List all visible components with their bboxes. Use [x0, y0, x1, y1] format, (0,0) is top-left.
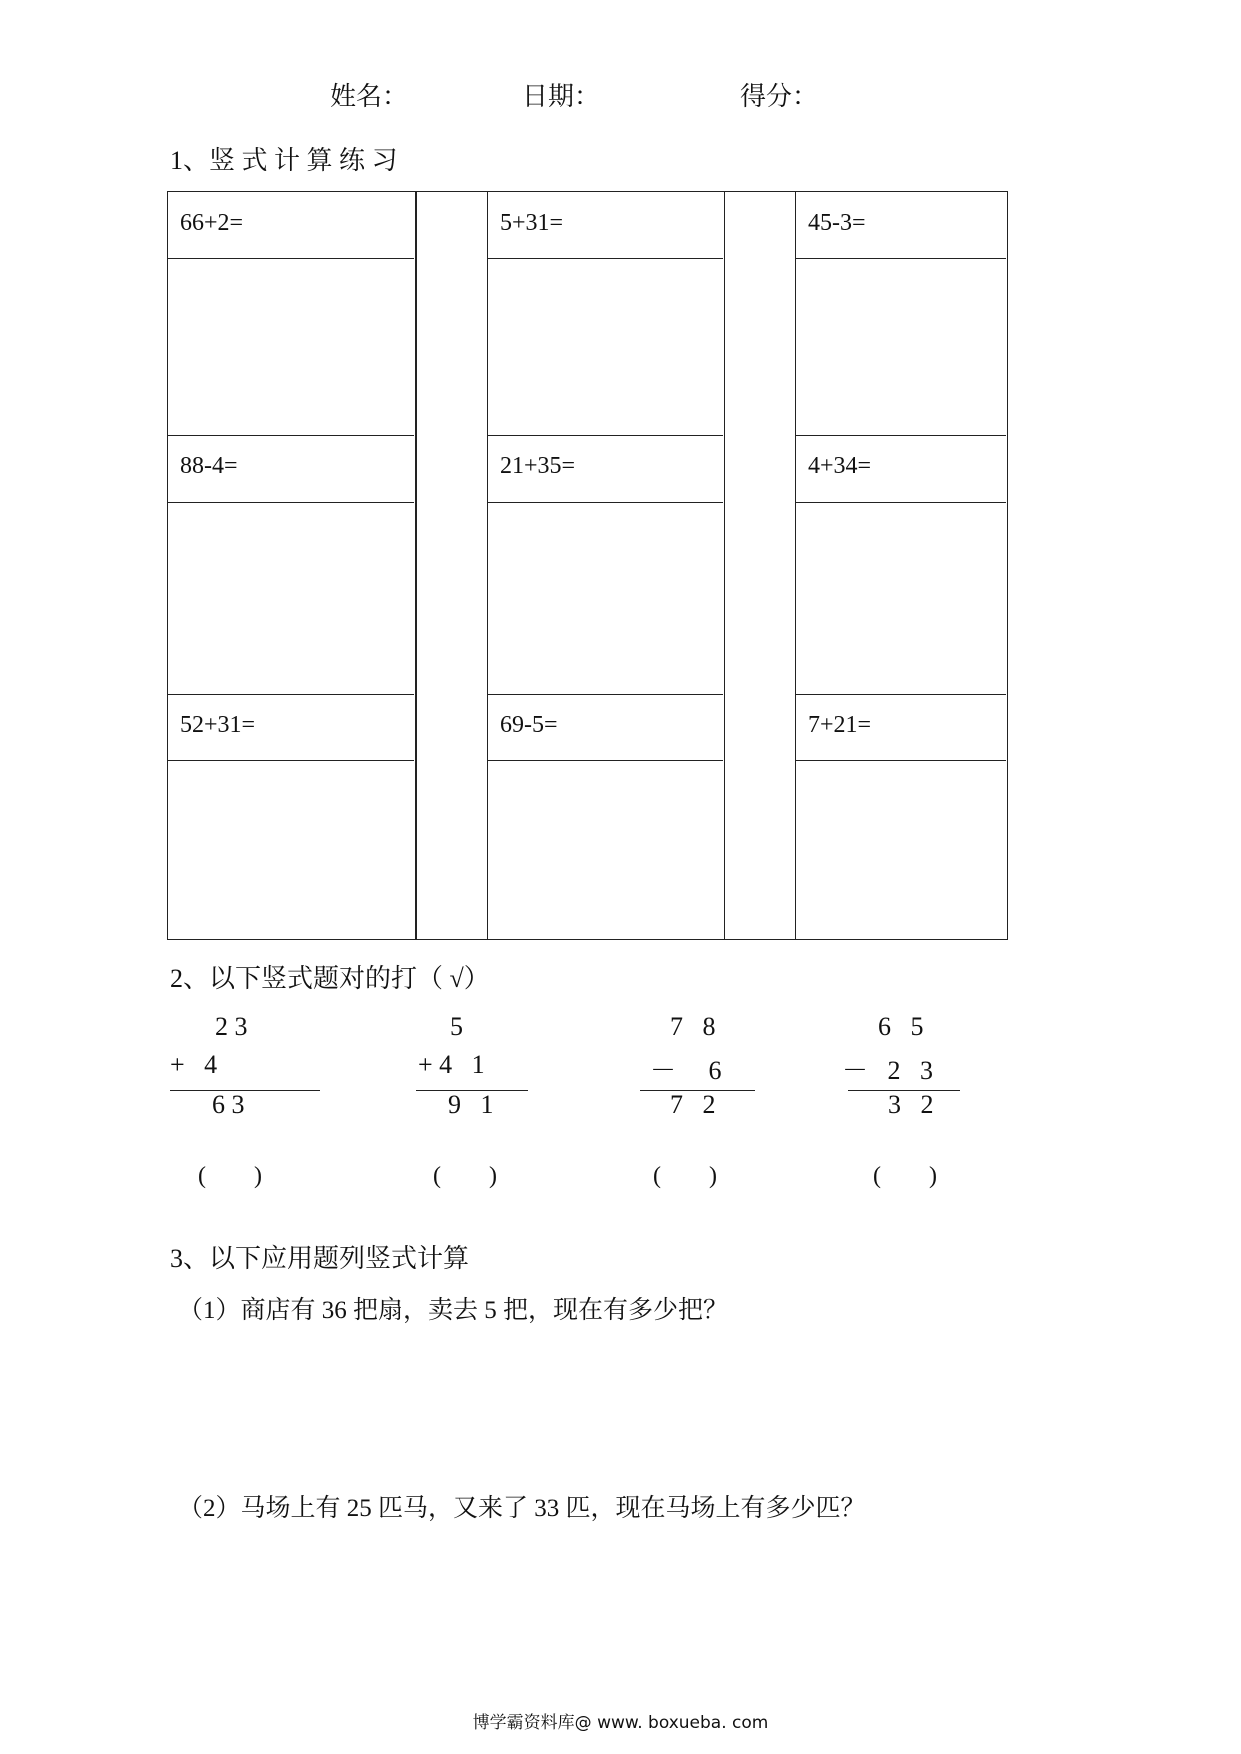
answer-paren-1[interactable]: ( ) — [198, 1163, 262, 1189]
problem-column-3 — [795, 191, 1008, 940]
problem-r3-c3: 7+21= — [808, 712, 872, 738]
calc1-top: 2 3 — [215, 1012, 248, 1041]
answer-paren-3[interactable]: ( ) — [653, 1163, 717, 1189]
calc4-top: 6 5 — [878, 1012, 924, 1041]
calc1-result: 6 3 — [212, 1090, 245, 1119]
problem-r3-c2: 69-5= — [500, 712, 558, 738]
calc4-mid: － 2 3 — [842, 1056, 934, 1085]
problem-r1-c1: 66+2= — [180, 210, 244, 236]
problem-r1-c2: 5+31= — [500, 210, 564, 236]
word-problem-2: （2）马场上有 25 匹马，又来了 33 匹，现在马场上有多少匹？ — [178, 1495, 866, 1522]
calc3-top: 7 8 — [670, 1012, 716, 1041]
column-separator-1 — [416, 191, 488, 940]
answer-paren-4[interactable]: ( ) — [873, 1163, 937, 1189]
problem-r1-c3: 45-3= — [808, 210, 866, 236]
footer-watermark: 博学霸资料库@ www. boxueba. com — [472, 1713, 769, 1733]
name-label: 姓名： — [330, 82, 409, 111]
column-separator-2 — [724, 191, 796, 940]
score-label: 得分： — [740, 82, 819, 111]
problem-column-2 — [487, 191, 725, 940]
section3-title: 3、以下应用题列竖式计算 — [170, 1244, 470, 1273]
problem-r2-c1: 88-4= — [180, 453, 238, 479]
word-problem-1: （1）商店有 36 把扇，卖去 5 把，现在有多少把？ — [178, 1297, 729, 1324]
problem-column-1 — [167, 191, 416, 940]
answer-paren-2[interactable]: ( ) — [433, 1163, 497, 1189]
calc3-result: 7 2 — [670, 1090, 716, 1119]
section1-title: 1、竖 式 计 算 练 习 — [170, 146, 398, 175]
calc2-result: 9 1 — [448, 1090, 494, 1119]
calc2-mid: + 4 1 — [418, 1050, 485, 1079]
calc2-top: 5 — [450, 1012, 463, 1041]
problem-r3-c1: 52+31= — [180, 712, 256, 738]
calc1-line — [170, 1090, 320, 1091]
problem-r2-c3: 4+34= — [808, 453, 872, 479]
calc1-mid: + 4 — [170, 1050, 218, 1079]
date-label: 日期： — [522, 82, 601, 111]
calc3-mid: － 6 — [650, 1056, 722, 1085]
calc4-result: 3 2 — [888, 1090, 934, 1119]
problem-r2-c2: 21+35= — [500, 453, 576, 479]
section2-title: 2、以下竖式题对的打（ √） — [170, 964, 490, 993]
